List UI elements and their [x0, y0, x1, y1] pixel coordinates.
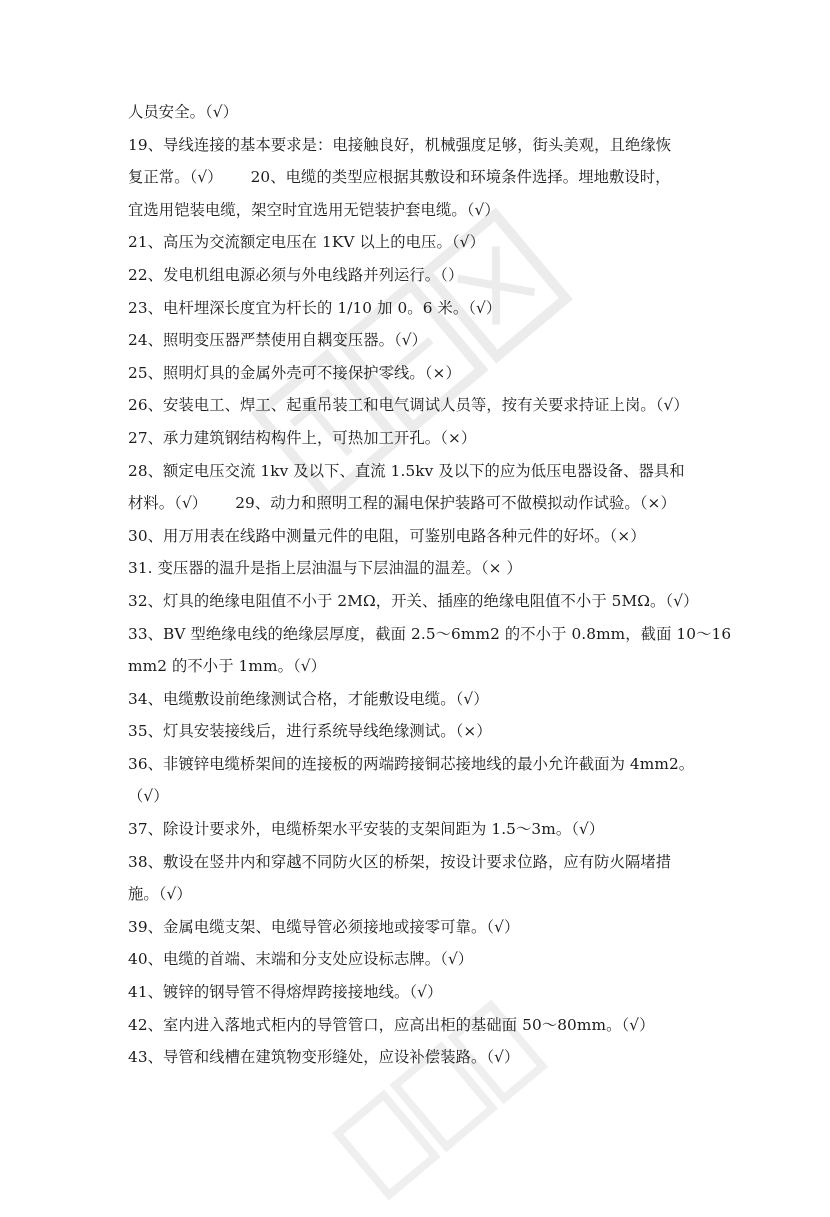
text-segment: 30、用万用表在线路中测量元件的电阻，可鉴别电路各种元件的好坏。（×）	[128, 526, 646, 545]
text-line	[128, 552, 708, 585]
text-segment: 38、敷设在竖井内和穿越不同防火区的桥架，按设计要求位路，应有防火隔堵措	[128, 852, 672, 871]
text-segment: 25、照明灯具的金属外壳可不接保护零线。（×）	[128, 363, 461, 382]
text-segment: 31. 变压器的温升是指上层油温与下层油温的温差。（× ）	[128, 559, 522, 578]
text-segment: 22、发电机组电源必须与外电线路并列运行。（）	[128, 265, 464, 284]
text-line	[128, 520, 708, 553]
text-line	[128, 194, 708, 227]
text-segment: 34、电缆敷设前绝缘测试合格，才能敷设电缆。（√）	[128, 689, 489, 708]
text-segment: 26、安装电工、焊工、起重吊装工和电气调试人员等，按有关要求持证上岗。（√）	[128, 396, 689, 415]
text-segment: 宜选用铠装电缆，架空时宜选用无铠装护套电缆。（√）	[128, 200, 500, 219]
text-segment: （√）	[128, 787, 169, 806]
watermark-lower-box-1	[338, 1095, 435, 1195]
text-segment: 23、电杆埋深长度宜为杆长的 1/10 加 0。6 米。（√）	[128, 298, 502, 317]
text-segment: 42、室内进入落地式柜内的导管管口，应高出柜的基础面 50～80mm。（√）	[128, 1015, 655, 1034]
text-line	[128, 846, 708, 879]
text-line	[128, 780, 708, 813]
text-segment: 21、高压为交流额定电压在 1KV 以上的电压。（√）	[128, 233, 485, 252]
text-line	[128, 324, 708, 357]
text-line	[128, 96, 708, 129]
text-segment: 35、灯具安装接线后，进行系统导线绝缘测试。（×）	[128, 722, 492, 741]
text-line	[128, 585, 708, 618]
text-segment: 人员安全。（√）	[128, 103, 238, 121]
text-line	[128, 487, 708, 520]
text-line	[128, 911, 708, 944]
text-segment: 37、除设计要求外，电缆桥架水平安装的支架间距为 1.5～3m。（√）	[128, 820, 605, 839]
text-line	[128, 1041, 708, 1074]
text-segment: 20、电缆的类型应根据其敷设和环境条件选择。埋地敷设时，	[250, 168, 671, 187]
text-line	[128, 226, 708, 259]
text-segment: 39、金属电缆支架、电缆导管必须接地或接零可靠。（√）	[128, 917, 520, 936]
text-segment: 28、额定电压交流 1kv 及以下、直流 1.5kv 及以下的应为低压电器设备、器具和	[128, 461, 685, 480]
text-segment: 40、电缆的首端、末端和分支处应设标志牌。（√）	[128, 950, 474, 969]
text-line	[128, 683, 708, 716]
text-line	[128, 813, 708, 846]
text-line	[128, 878, 708, 911]
text-line	[128, 455, 708, 488]
text-segment: 24、照明变压器严禁使用自耦变压器。（√）	[128, 331, 428, 350]
text-line	[128, 357, 708, 390]
text-line	[128, 943, 708, 976]
text-segment: 27、承力建筑钢结构构件上，可热加工开孔。（×）	[128, 428, 477, 447]
text-line	[128, 1009, 708, 1042]
text-segment: 32、灯具的绝缘电阻值不小于 2MΩ，开关、插座的绝缘电阻值不小于 5MΩ。（√）	[128, 591, 699, 610]
text-line	[128, 161, 708, 194]
text-segment: 36、非镀锌电缆桥架间的连接板的两端跨接铜芯接地线的最小允许截面为 4mm2。	[128, 754, 695, 773]
text-segment: 19、导线连接的基本要求是：电接触良好，机械强度足够，街头美观，且绝缘恢	[128, 135, 672, 154]
text-segment: 材料。（√）	[128, 494, 208, 513]
text-line	[128, 715, 708, 748]
text-line	[128, 129, 708, 162]
text-segment: mm2 的不小于 1mm。（√）	[128, 657, 326, 676]
text-line	[128, 748, 708, 781]
text-segment: 41、镀锌的钢导管不得熔焊跨接接地线。（√）	[128, 983, 443, 1002]
text-segment: 33、BV 型绝缘电线的绝缘层厚度，截面 2.5～6mm2 的不小于 0.8mm，截面 10～16	[128, 624, 732, 643]
document-body	[128, 96, 732, 1074]
text-line	[128, 259, 708, 292]
text-line	[128, 422, 708, 455]
text-line	[128, 976, 708, 1009]
text-line	[128, 389, 708, 422]
text-segment: 29、动力和照明工程的漏电保护装路可不做模拟动作试验。（×）	[235, 494, 676, 513]
text-segment: 施。（√）	[128, 885, 192, 904]
text-segment: 43、导管和线槽在建筑物变形缝处，应设补偿装路。（√）	[128, 1048, 520, 1067]
text-line	[128, 292, 708, 325]
text-line	[128, 618, 732, 651]
text-segment: 复正常。（√）	[128, 168, 223, 187]
text-line	[128, 650, 708, 683]
